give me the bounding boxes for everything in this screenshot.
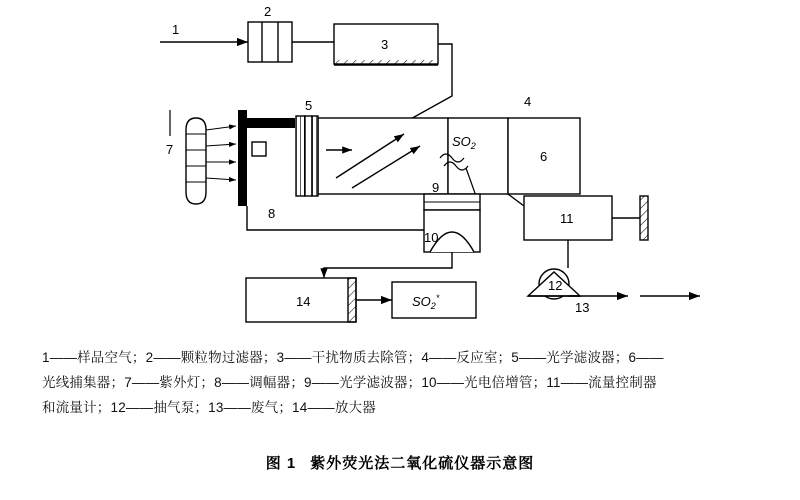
label-11: 11 [560, 211, 574, 226]
label-13: 13 [575, 300, 590, 315]
label-9: 9 [432, 180, 440, 195]
uv-lamp-7 [170, 110, 236, 204]
label-10: 10 [424, 230, 439, 245]
so2-chamber-label: $SO_2$ [452, 134, 476, 151]
label-8: 8 [268, 206, 276, 221]
optical-filter-5 [296, 116, 318, 196]
optical-filter-9 [424, 194, 480, 210]
label-4: 4 [524, 94, 532, 109]
label-6: 6 [540, 149, 548, 164]
so2-output-box [392, 282, 476, 318]
label-2: 2 [264, 4, 272, 19]
figure-title: 紫外荧光法二氧化硫仪器示意图 [310, 455, 535, 472]
label-12: 12 [548, 278, 563, 293]
particulate-filter-2 [248, 22, 334, 62]
legend-line-3: 和流量计；12——抽气泵；13——废气；14——放大器 [42, 400, 376, 415]
flow-controller-11 [508, 194, 648, 240]
figure-number: 图 1 [265, 455, 297, 472]
figure-caption [0, 452, 800, 473]
legend-line-2: 光线捕集器；7——紫外灯；8——调幅器；9——光学滤波器；10——光电倍增管；11——流量控制器 [42, 375, 657, 390]
label-5: 5 [305, 98, 313, 113]
label-7: 7 [166, 142, 174, 157]
legend-block [42, 345, 758, 420]
reaction-chamber-4 [318, 118, 508, 194]
label-1: 1 [172, 22, 180, 37]
so2-excited-label: $SO_2^*$ [412, 293, 440, 311]
modulator-8 [238, 110, 295, 206]
legend-line-1: 1——样品空气；2——颗粒物过滤器；3——干扰物质去除管；4——反应室；5——光学滤波器；6—— [42, 350, 664, 365]
label-14: 14 [296, 294, 311, 309]
label-3: 3 [381, 37, 389, 52]
